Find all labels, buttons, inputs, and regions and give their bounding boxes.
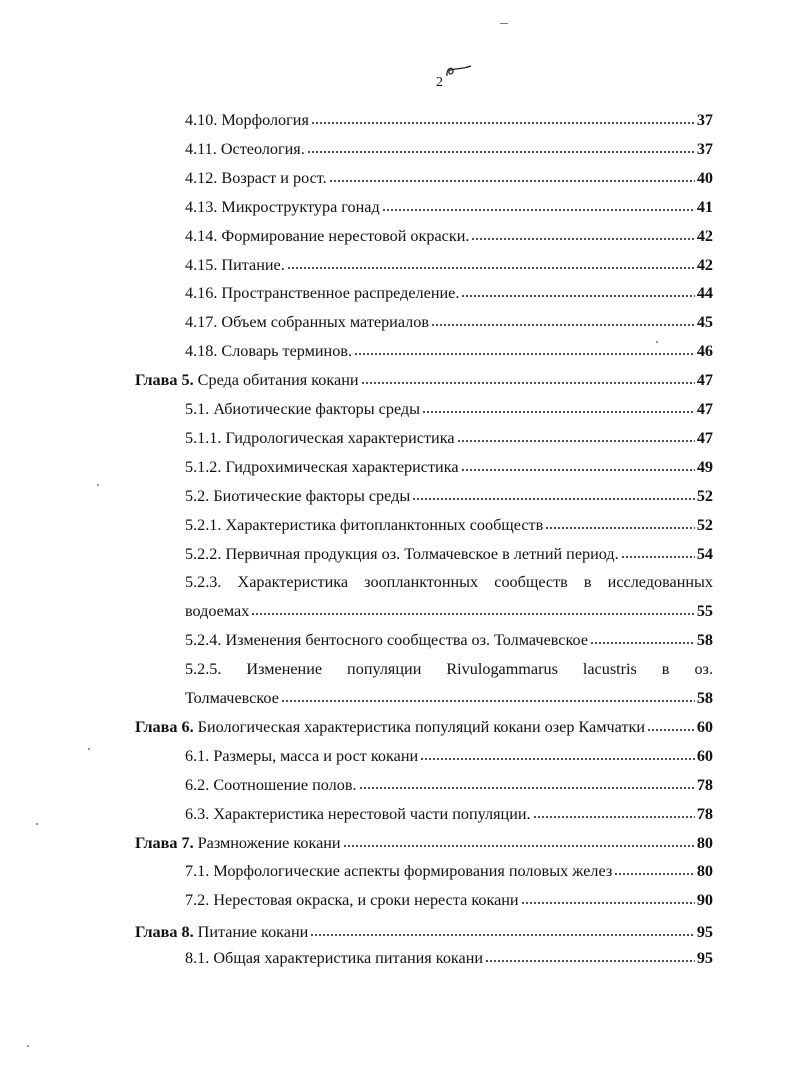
toc-entry-text: 6.2. Соотношение полов. <box>185 775 357 794</box>
toc-page-number: 58 <box>696 689 713 707</box>
toc-chapter[interactable] <box>135 829 713 857</box>
chapter-label: Глава 6. <box>135 717 194 736</box>
toc-entry[interactable] <box>185 626 713 654</box>
toc-entry-text: 4.14. Формирование нерестовой окраски. <box>185 226 470 245</box>
dot-leader <box>533 809 695 819</box>
toc-entry-text: 4.10. Морфология <box>185 111 309 129</box>
dot-leader <box>485 953 695 963</box>
toc-entry-text: 5.2.2. Первичная продукция оз. Толмачевское в летний период. <box>185 544 619 563</box>
toc-page-number: 78 <box>696 775 713 794</box>
toc-entry-text: 4.15. Питание. <box>185 255 285 274</box>
dot-leader <box>431 317 695 327</box>
toc-entry-text: 7.1. Морфологические аспекты формирования половых желез <box>185 862 613 881</box>
toc-entry-text: 5.2.5. Изменение популяции Rivulogammarus lacustris в оз. <box>185 660 713 679</box>
toc-entry-text: 4.18. Словарь терминов. <box>185 342 352 361</box>
toc-entry-line <box>185 568 713 596</box>
toc-entry-text: Толмачевское <box>185 689 279 707</box>
toc-page-number: 47 <box>696 400 713 418</box>
toc-entry-text: 4.11. Остеология. <box>185 139 305 158</box>
toc-page-number: 44 <box>696 284 713 303</box>
toc-entry-text: 8.1. Общая характеристика питания кокани <box>185 949 484 968</box>
dot-leader <box>361 375 695 385</box>
toc-entry-text: 7.2. Нерестовая окраска, и сроки нереста кокани <box>185 891 519 910</box>
toc-entry[interactable] <box>185 135 713 163</box>
toc-entry[interactable] <box>185 222 713 250</box>
toc-entry-text: 4.12. Возраст и рост. <box>185 168 327 187</box>
toc-page-number: 80 <box>696 862 713 881</box>
toc-entry-text: 5.1.1. Гидрологическая характеристика <box>185 428 455 447</box>
handwritten-mark <box>444 62 474 82</box>
toc-page-number: 95 <box>696 949 713 968</box>
toc-entry[interactable] <box>185 771 713 799</box>
dot-leader <box>461 462 695 472</box>
toc-page-number: 41 <box>696 197 713 216</box>
toc-entry-text: 5.1.2. Гидрохимическая характеристика <box>185 457 459 476</box>
toc-entry-text: 4.13. Микроструктура гонад <box>185 197 380 216</box>
dot-leader <box>382 202 695 212</box>
dot-leader <box>307 144 695 154</box>
dot-leader <box>590 635 695 645</box>
toc-entry-text: Размножение кокани <box>197 833 341 852</box>
chapter-label: Глава 7. <box>135 833 194 852</box>
dot-leader <box>621 549 695 559</box>
toc-entry-text: 5.2.3. Характеристика зоопланктонных сообществ в исследованных <box>185 573 713 592</box>
dot-leader <box>471 231 694 241</box>
dot-leader <box>412 491 695 501</box>
dot-leader <box>422 404 695 414</box>
toc-page-number: 40 <box>696 168 713 187</box>
toc-page-number: 78 <box>696 804 713 823</box>
toc-entry-text: Биологическая характеристика популяций кокани озер Камчатки <box>197 717 645 736</box>
toc-page-number: 52 <box>696 515 713 534</box>
dot-leader <box>329 173 695 183</box>
toc-page-number: 37 <box>696 139 713 158</box>
toc-entry-text: 5.2. Биотические факторы среды <box>185 486 411 505</box>
toc-chapter[interactable] <box>135 918 713 946</box>
toc-entry[interactable] <box>185 193 713 221</box>
toc-page-number: 42 <box>696 255 713 274</box>
dot-leader <box>461 288 694 298</box>
toc-entry-text: 6.3. Характеристика нерестовой части популяции. <box>185 804 531 823</box>
dot-leader <box>420 751 695 761</box>
dot-leader <box>545 520 695 530</box>
toc-entry-text: Питание кокани <box>197 923 309 942</box>
toc-entry[interactable] <box>185 684 713 712</box>
toc-entry[interactable] <box>185 279 713 307</box>
toc-entry-text: 5.2.1. Характеристика фитопланктонных сообществ <box>185 515 544 534</box>
dot-leader <box>521 895 695 905</box>
toc-entry[interactable] <box>185 742 713 770</box>
toc-entry[interactable] <box>185 597 713 625</box>
toc-entry[interactable] <box>185 395 713 423</box>
toc-page-number: 52 <box>696 486 713 505</box>
dot-leader <box>647 722 695 732</box>
toc-entry-text: 6.1. Размеры, масса и рост кокани <box>185 746 419 765</box>
toc-page-number: 80 <box>696 833 713 852</box>
toc-page-number: 47 <box>696 371 713 390</box>
toc-entry[interactable] <box>185 337 713 365</box>
toc-entry-text: водоемах <box>185 602 250 621</box>
toc-entry[interactable] <box>185 540 713 568</box>
dot-leader <box>310 927 695 937</box>
chapter-label: Глава 8. <box>135 923 194 942</box>
toc-page-number: 49 <box>696 457 713 476</box>
dot-leader <box>457 433 695 443</box>
toc-chapter[interactable] <box>135 366 713 394</box>
dot-leader <box>343 838 695 848</box>
toc-page-number: 60 <box>696 746 713 765</box>
dot-leader <box>359 780 695 790</box>
dot-leader <box>287 260 695 270</box>
toc-page-number: 60 <box>696 717 713 736</box>
toc-page-number: 55 <box>696 602 713 621</box>
toc-entry-text: 4.16. Пространственное распределение. <box>185 284 460 303</box>
dot-leader <box>614 866 695 876</box>
toc-page-number: 95 <box>696 923 713 942</box>
toc-entry[interactable] <box>185 453 713 481</box>
toc-entry[interactable] <box>185 482 713 510</box>
toc-page-number: 46 <box>696 342 713 361</box>
toc-chapter[interactable] <box>135 713 713 741</box>
toc-page-number: 58 <box>696 631 713 650</box>
toc-entry[interactable] <box>185 857 713 885</box>
dot-leader <box>354 346 695 356</box>
toc-entry-text: 5.2.4. Изменения бентосного сообщества оз. Толмачевское <box>185 631 589 650</box>
toc-entry[interactable] <box>185 308 713 336</box>
toc-entry[interactable] <box>185 251 713 279</box>
toc-page-number: 90 <box>696 891 713 910</box>
toc-entry-text: 4.17. Объем собранных материалов <box>185 313 429 332</box>
toc-page-number: 37 <box>696 111 713 129</box>
toc-entry[interactable] <box>185 944 713 972</box>
toc-page-number: 47 <box>696 428 713 447</box>
dot-leader <box>281 693 695 703</box>
toc-page-number: 45 <box>696 313 713 332</box>
dot-leader <box>311 115 695 125</box>
toc-entry-text: 5.1. Абиотические факторы среды <box>185 400 421 418</box>
toc-entry-text: Среда обитания кокани <box>197 371 359 390</box>
toc-entry[interactable] <box>185 424 713 452</box>
toc-entry[interactable] <box>185 511 713 539</box>
chapter-label: Глава 5. <box>135 371 194 390</box>
toc-entry[interactable] <box>185 164 713 192</box>
page-number: 2 <box>436 75 443 90</box>
toc-page-number: 42 <box>696 226 713 245</box>
toc-entry-line <box>185 655 713 683</box>
toc-entry[interactable] <box>185 800 713 828</box>
dot-leader <box>251 606 695 616</box>
toc-entry[interactable] <box>185 106 713 134</box>
toc-page-number: 54 <box>696 544 713 563</box>
toc-entry[interactable] <box>185 886 713 914</box>
